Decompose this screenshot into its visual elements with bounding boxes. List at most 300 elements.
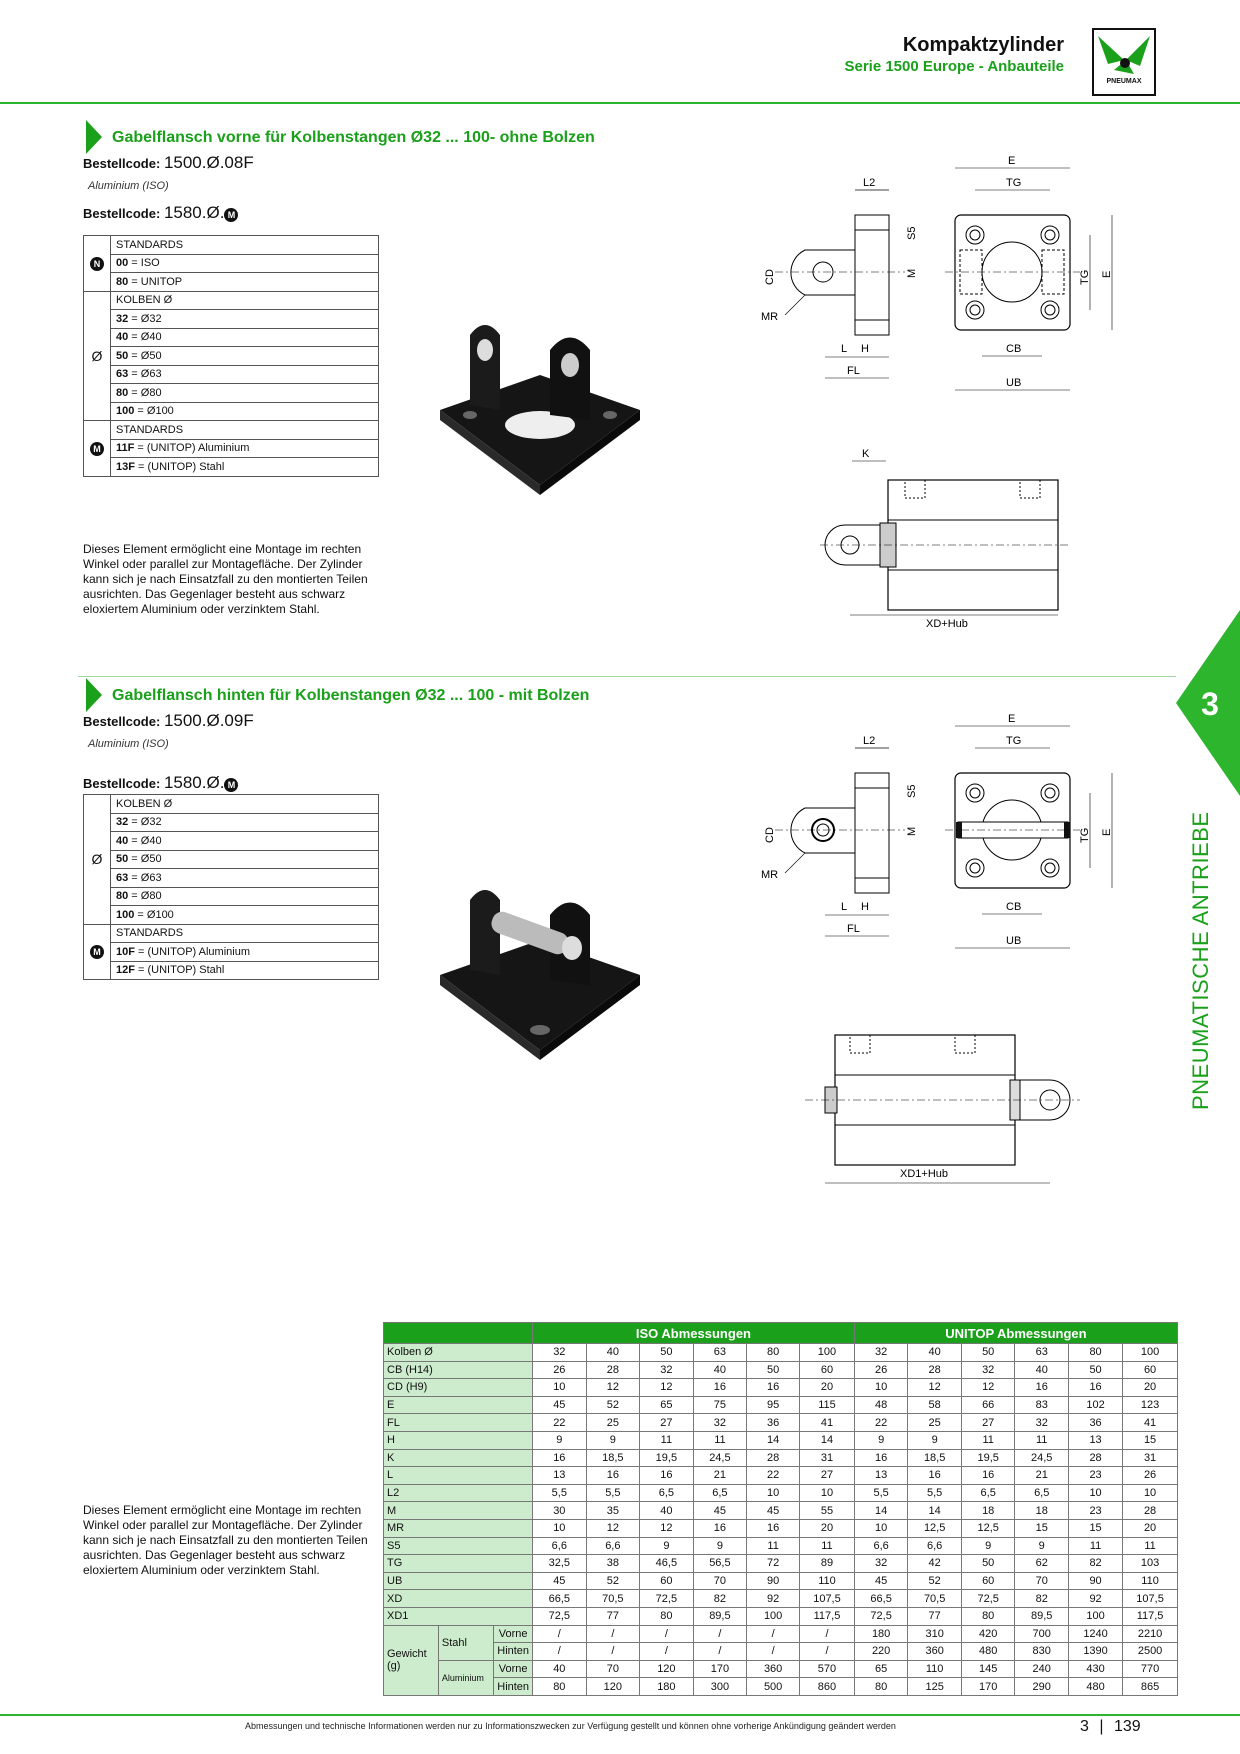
weight-cell: 220 [854, 1643, 908, 1661]
ordercode-value: 1580.Ø. [163, 203, 225, 222]
weight-cell: 70 [586, 1660, 640, 1678]
dims-cell: 36 [1068, 1414, 1122, 1432]
dims-row-label: CD (H9) [384, 1379, 533, 1397]
dims-cell: 52 [586, 1396, 640, 1414]
dims-cell: 72,5 [640, 1590, 694, 1608]
section2-material: Aluminium (ISO) [88, 738, 169, 750]
ordercode-label: Bestellcode: [83, 156, 161, 171]
dims-cell: 100 [1068, 1607, 1122, 1625]
option-row [84, 273, 379, 292]
dims-cell: 45 [533, 1396, 587, 1414]
unitop-header: UNITOP Abmessungen [854, 1323, 1177, 1344]
dims-cell: 100 [747, 1607, 800, 1625]
dim-label: E [1008, 155, 1016, 167]
dim-label: L2 [863, 735, 876, 747]
dims-row-label: CB (H14) [384, 1361, 533, 1379]
dims-row-label: UB [384, 1572, 533, 1590]
dims-cell: 31 [800, 1449, 855, 1467]
dim-label: E [1101, 828, 1113, 836]
dims-cell: 63 [1015, 1344, 1069, 1362]
dims-cell: 26 [854, 1361, 908, 1379]
dims-row [384, 1537, 1178, 1555]
dims-cell: 14 [800, 1431, 855, 1449]
dims-cell: 11 [693, 1431, 747, 1449]
section1-arrow-icon [86, 120, 102, 154]
dims-cell: 13 [1068, 1431, 1122, 1449]
ordercode-value: 1500.Ø.09F [163, 711, 254, 730]
weight-cell: 700 [1015, 1625, 1069, 1643]
option-symbol [84, 236, 111, 292]
dims-cell: 82 [1015, 1590, 1069, 1608]
weight-cell: 300 [693, 1678, 747, 1696]
weight-position: Hinten [494, 1678, 533, 1696]
dims-cell: 28 [1068, 1449, 1122, 1467]
dims-cell: 100 [800, 1344, 855, 1362]
dims-cell: 92 [747, 1590, 800, 1608]
dims-cell: 36 [747, 1414, 800, 1432]
dims-row [384, 1467, 1178, 1485]
dims-cell: 32 [533, 1344, 587, 1362]
dims-cell: 40 [640, 1502, 694, 1520]
m-badge-icon: M [224, 778, 238, 792]
dims-cell: 16 [640, 1467, 694, 1485]
dims-cell: 25 [586, 1414, 640, 1432]
weight-cell: / [800, 1643, 855, 1661]
dim-label: K [862, 448, 870, 460]
option-symbol: Ø [84, 291, 111, 421]
dims-cell: 62 [1015, 1555, 1069, 1573]
section2-front-drawing [940, 708, 1140, 953]
dims-cell: 9 [961, 1537, 1015, 1555]
dim-label: M [906, 826, 918, 836]
dims-cell: 18,5 [586, 1449, 640, 1467]
option-value: 80 = Ø80 [111, 887, 379, 906]
dims-cell: 66 [961, 1396, 1015, 1414]
dims-cell: 10 [800, 1484, 855, 1502]
dim-label: L [841, 901, 848, 913]
dims-cell: 72,5 [854, 1607, 908, 1625]
dims-cell: 38 [586, 1555, 640, 1573]
dims-cell: 31 [1123, 1449, 1178, 1467]
dims-cell: 28 [1123, 1502, 1178, 1520]
section2-side-drawing [755, 728, 925, 938]
dims-cell: 12,5 [908, 1519, 962, 1537]
weight-cell: / [747, 1625, 800, 1643]
dims-row-label: XD1 [384, 1607, 533, 1625]
dims-cell: 72,5 [961, 1590, 1015, 1608]
option-value: 63 = Ø63 [111, 365, 379, 384]
dims-cell: 40 [908, 1344, 962, 1362]
dims-cell: 100 [1123, 1344, 1178, 1362]
dims-cell: 30 [533, 1502, 587, 1520]
dims-cell: 14 [908, 1502, 962, 1520]
dims-cell: 32 [854, 1344, 908, 1362]
dims-cell: 6,5 [693, 1484, 747, 1502]
dim-label: L2 [863, 177, 876, 189]
weight-material: Aluminium [438, 1660, 493, 1695]
weight-cell: 110 [908, 1660, 962, 1678]
dim-label: H [861, 901, 869, 913]
dims-cell: 32,5 [533, 1555, 587, 1573]
weight-cell: 500 [747, 1678, 800, 1696]
option-group-title: KOLBEN Ø [111, 795, 379, 814]
dims-row-label: L2 [384, 1484, 533, 1502]
weight-cell: 1240 [1068, 1625, 1122, 1643]
dims-cell: 66,5 [533, 1590, 587, 1608]
dims-header-empty [384, 1323, 533, 1344]
option-row [84, 869, 379, 888]
dims-cell: 72 [747, 1555, 800, 1573]
dims-cell: 6,5 [1015, 1484, 1069, 1502]
weight-cell: 420 [961, 1625, 1015, 1643]
option-row [84, 832, 379, 851]
dims-cell: 6,6 [908, 1537, 962, 1555]
dims-cell: 80 [1068, 1344, 1122, 1362]
dims-cell: 11 [800, 1537, 855, 1555]
dims-cell: 50 [961, 1555, 1015, 1573]
option-group-header [84, 421, 379, 440]
dim-label: S5 [906, 226, 918, 240]
dim-label: H [861, 343, 869, 355]
weight-cell: 180 [640, 1678, 694, 1696]
dims-cell: 6,6 [586, 1537, 640, 1555]
dims-cell: 19,5 [961, 1449, 1015, 1467]
header-title: Kompaktzylinder [902, 34, 1064, 56]
dims-cell: 48 [854, 1396, 908, 1414]
dims-cell: 10 [854, 1519, 908, 1537]
dims-cell: 110 [800, 1572, 855, 1590]
dims-cell: 60 [800, 1361, 855, 1379]
dims-cell: 18 [1015, 1502, 1069, 1520]
dims-cell: 24,5 [1015, 1449, 1069, 1467]
dims-cell: 32 [693, 1414, 747, 1432]
dims-cell: 11 [1123, 1537, 1178, 1555]
dims-cell: 16 [1068, 1379, 1122, 1397]
dims-cell: 16 [533, 1449, 587, 1467]
dims-cell: 5,5 [854, 1484, 908, 1502]
option-value: 12F = (UNITOP) Stahl [111, 961, 379, 980]
dims-cell: 11 [1068, 1537, 1122, 1555]
dims-cell: 9 [693, 1537, 747, 1555]
dims-row-label: S5 [384, 1537, 533, 1555]
weight-cell: / [640, 1643, 694, 1661]
dims-cell: 123 [1123, 1396, 1178, 1414]
dims-cell: 89,5 [1015, 1607, 1069, 1625]
dim-label: CD [764, 269, 776, 285]
dim-label: TG [1079, 827, 1091, 843]
dims-cell: 12 [908, 1379, 962, 1397]
dims-cell: 77 [586, 1607, 640, 1625]
section2-ordercode-1 [83, 711, 254, 731]
dims-cell: 27 [640, 1414, 694, 1432]
dims-row [384, 1431, 1178, 1449]
dims-row [384, 1396, 1178, 1414]
dims-cell: 70,5 [586, 1590, 640, 1608]
dims-cell: 107,5 [800, 1590, 855, 1608]
iso-header: ISO Abmessungen [533, 1323, 855, 1344]
header-subtitle: Serie 1500 Europe - Anbauteile [844, 58, 1064, 75]
dims-cell: 14 [854, 1502, 908, 1520]
weight-cell: 770 [1123, 1660, 1178, 1678]
dims-cell: 9 [533, 1431, 587, 1449]
weight-cell: 145 [961, 1660, 1015, 1678]
dim-label: FL [847, 923, 860, 935]
dim-label: CB [1006, 901, 1022, 913]
dims-cell: 60 [1123, 1361, 1178, 1379]
dims-cell: 70,5 [908, 1590, 962, 1608]
page-number: 3 | 139 [1080, 1718, 1141, 1735]
dims-cell: 6,6 [533, 1537, 587, 1555]
section2-ordercode-2 [83, 773, 238, 793]
dims-cell: 9 [640, 1537, 694, 1555]
dims-cell: 117,5 [800, 1607, 855, 1625]
dims-cell: 70 [1015, 1572, 1069, 1590]
option-badge-icon: M [90, 945, 104, 959]
option-group-title: STANDARDS [111, 236, 379, 255]
chapter-vertical-title: PNEUMATISCHE ANTRIEBE [1188, 811, 1213, 1110]
dims-cell: 9 [854, 1431, 908, 1449]
weight-cell: 240 [1015, 1660, 1069, 1678]
dims-cell: 16 [693, 1379, 747, 1397]
dims-row-label: E [384, 1396, 533, 1414]
weight-cell: / [586, 1643, 640, 1661]
dims-row [384, 1414, 1178, 1432]
weight-cell: 1390 [1068, 1643, 1122, 1661]
option-row [84, 347, 379, 366]
dims-cell: 10 [854, 1379, 908, 1397]
dim-label: FL [847, 365, 860, 377]
dims-cell: 5,5 [908, 1484, 962, 1502]
weight-cell: 865 [1123, 1678, 1178, 1696]
weight-cell: 180 [854, 1625, 908, 1643]
dim-label: TG [1006, 177, 1022, 189]
dims-cell: 16 [961, 1467, 1015, 1485]
dims-cell: 80 [747, 1344, 800, 1362]
section1-title: Gabelflansch vorne für Kolbenstangen Ø32 ... 100- ohne Bolzen [112, 129, 595, 146]
dims-cell: 16 [747, 1519, 800, 1537]
dim-label: E [1008, 713, 1016, 725]
weight-cell: 310 [908, 1625, 962, 1643]
weight-cell: 480 [1068, 1678, 1122, 1696]
dims-cell: 28 [747, 1449, 800, 1467]
dim-label: CD [764, 827, 776, 843]
dims-row-label: TG [384, 1555, 533, 1573]
section1-ordercode-1 [83, 153, 254, 173]
dims-cell: 21 [1015, 1467, 1069, 1485]
option-badge-icon: M [90, 442, 104, 456]
weight-label: Gewicht (g) [384, 1625, 439, 1695]
dims-cell: 19,5 [640, 1449, 694, 1467]
dims-cell: 72,5 [533, 1607, 587, 1625]
option-group-title: STANDARDS [111, 924, 379, 943]
dims-cell: 107,5 [1123, 1590, 1178, 1608]
dims-cell: 66,5 [854, 1590, 908, 1608]
dims-cell: 23 [1068, 1502, 1122, 1520]
dims-cell: 13 [533, 1467, 587, 1485]
dims-cell: 35 [586, 1502, 640, 1520]
option-row [84, 402, 379, 421]
weight-cell: 480 [961, 1643, 1015, 1661]
section1-side-drawing [755, 170, 925, 380]
option-value: 100 = Ø100 [111, 402, 379, 421]
option-group-header [84, 291, 379, 310]
option-row [84, 850, 379, 869]
dims-cell: 26 [533, 1361, 587, 1379]
dims-row [384, 1519, 1178, 1537]
weight-cell: 2210 [1123, 1625, 1178, 1643]
ordercode-label: Bestellcode: [83, 714, 161, 729]
weight-cell: / [747, 1643, 800, 1661]
dims-cell: 80 [961, 1607, 1015, 1625]
weight-cell: / [533, 1625, 587, 1643]
option-symbol [84, 421, 111, 477]
dims-cell: 25 [908, 1414, 962, 1432]
dims-cell: 90 [1068, 1572, 1122, 1590]
dims-cell: 6,5 [961, 1484, 1015, 1502]
weight-cell: / [533, 1643, 587, 1661]
weight-cell: 65 [854, 1660, 908, 1678]
dims-cell: 63 [693, 1344, 747, 1362]
dim-label: MR [761, 869, 779, 881]
section1-description: Dieses Element ermöglicht eine Montage im rechten Winkel oder parallel zur Montagefläche. Der Zylinder kann sich je nach Einsatzfall zu den montierten Teilen ausrichten. Das Gegenlager besteht aus schwarz eloxiertem Aluminium oder verzinktem Stahl. [83, 542, 368, 616]
ordercode-value: 1500.Ø.08F [163, 153, 254, 172]
dims-cell: 10 [1068, 1484, 1122, 1502]
dims-cell: 56,5 [693, 1555, 747, 1573]
option-value: 50 = Ø50 [111, 347, 379, 366]
option-row [84, 458, 379, 477]
option-value: 32 = Ø32 [111, 813, 379, 832]
dims-cell: 42 [908, 1555, 962, 1573]
option-group-title: KOLBEN Ø [111, 291, 379, 310]
dims-cell: 12 [586, 1519, 640, 1537]
weight-position: Vorne [494, 1660, 533, 1678]
dims-cell: 10 [533, 1379, 587, 1397]
dims-row [384, 1449, 1178, 1467]
weight-cell: 170 [961, 1678, 1015, 1696]
dims-cell: 32 [640, 1361, 694, 1379]
dims-cell: 45 [854, 1572, 908, 1590]
option-row [84, 328, 379, 347]
option-row [84, 310, 379, 329]
dim-label: MR [761, 311, 779, 323]
weight-row [384, 1625, 1178, 1643]
ordercode-label: Bestellcode: [83, 776, 161, 791]
dims-cell: 65 [640, 1396, 694, 1414]
weight-cell: / [640, 1625, 694, 1643]
weight-cell: 830 [1015, 1643, 1069, 1661]
dims-row-label: Kolben Ø [384, 1344, 533, 1362]
pneumax-logo [1092, 28, 1156, 96]
dim-label: M [906, 268, 918, 278]
dims-cell: 11 [1015, 1431, 1069, 1449]
dims-cell: 15 [1068, 1519, 1122, 1537]
ordercode-label: Bestellcode: [83, 206, 161, 221]
weight-cell: 80 [854, 1678, 908, 1696]
dims-cell: 50 [640, 1344, 694, 1362]
option-value: 13F = (UNITOP) Stahl [111, 458, 379, 477]
dims-cell: 9 [1015, 1537, 1069, 1555]
dim-label: TG [1079, 269, 1091, 285]
weight-cell: 360 [747, 1660, 800, 1678]
option-row [84, 906, 379, 925]
dims-cell: 83 [1015, 1396, 1069, 1414]
dims-row [384, 1607, 1178, 1625]
dims-cell: 45 [533, 1572, 587, 1590]
dims-cell: 16 [854, 1449, 908, 1467]
dims-cell: 12 [640, 1379, 694, 1397]
section1-options-table [83, 235, 379, 477]
dims-cell: 41 [1123, 1414, 1178, 1432]
dims-row [384, 1344, 1178, 1362]
ordercode-value: 1580.Ø. [163, 773, 225, 792]
option-row [84, 254, 379, 273]
option-value: 10F = (UNITOP) Aluminium [111, 943, 379, 962]
weight-cell: / [800, 1625, 855, 1643]
weight-position: Hinten [494, 1643, 533, 1661]
dims-cell: 95 [747, 1396, 800, 1414]
dims-cell: 10 [747, 1484, 800, 1502]
dims-row [384, 1590, 1178, 1608]
dims-cell: 16 [747, 1379, 800, 1397]
dims-cell: 20 [800, 1379, 855, 1397]
dims-cell: 12 [961, 1379, 1015, 1397]
dims-cell: 15 [1123, 1431, 1178, 1449]
dims-cell: 20 [1123, 1519, 1178, 1537]
option-value: 100 = Ø100 [111, 906, 379, 925]
dim-label: XD1+Hub [900, 1168, 949, 1180]
dim-label: UB [1006, 935, 1022, 947]
dims-cell: 11 [747, 1537, 800, 1555]
dims-cell: 28 [908, 1361, 962, 1379]
option-value: 11F = (UNITOP) Aluminium [111, 439, 379, 458]
weight-cell: 80 [533, 1678, 587, 1696]
dims-cell: 45 [693, 1502, 747, 1520]
dims-cell: 12 [640, 1519, 694, 1537]
logo-text: PNEUMAX [1106, 78, 1142, 85]
weight-row [384, 1643, 1178, 1661]
dims-cell: 55 [800, 1502, 855, 1520]
dims-row-label: H [384, 1431, 533, 1449]
dims-row-label: K [384, 1449, 533, 1467]
dim-label: S5 [906, 784, 918, 798]
option-value: 80 = UNITOP [111, 273, 379, 292]
weight-cell: 290 [1015, 1678, 1069, 1696]
dims-cell: 5,5 [586, 1484, 640, 1502]
dims-row [384, 1555, 1178, 1573]
weight-material: Stahl [438, 1625, 493, 1660]
dims-cell: 23 [1068, 1467, 1122, 1485]
dims-cell: 80 [640, 1607, 694, 1625]
dims-cell: 103 [1123, 1555, 1178, 1573]
dims-cell: 11 [961, 1431, 1015, 1449]
dims-cell: 52 [586, 1572, 640, 1590]
dims-cell: 6,6 [854, 1537, 908, 1555]
dims-cell: 45 [747, 1502, 800, 1520]
option-symbol [84, 924, 111, 980]
dims-header-row [384, 1323, 1178, 1344]
weight-cell: / [586, 1625, 640, 1643]
section-divider [78, 676, 1176, 677]
section1-front-drawing [940, 150, 1140, 395]
dims-row-label: M [384, 1502, 533, 1520]
dim-label: L [841, 343, 848, 355]
dims-cell: 18,5 [908, 1449, 962, 1467]
weight-row [384, 1660, 1178, 1678]
dims-cell: 32 [1015, 1414, 1069, 1432]
dims-cell: 50 [747, 1361, 800, 1379]
option-value: 50 = Ø50 [111, 850, 379, 869]
dim-label: XD+Hub [926, 618, 968, 630]
